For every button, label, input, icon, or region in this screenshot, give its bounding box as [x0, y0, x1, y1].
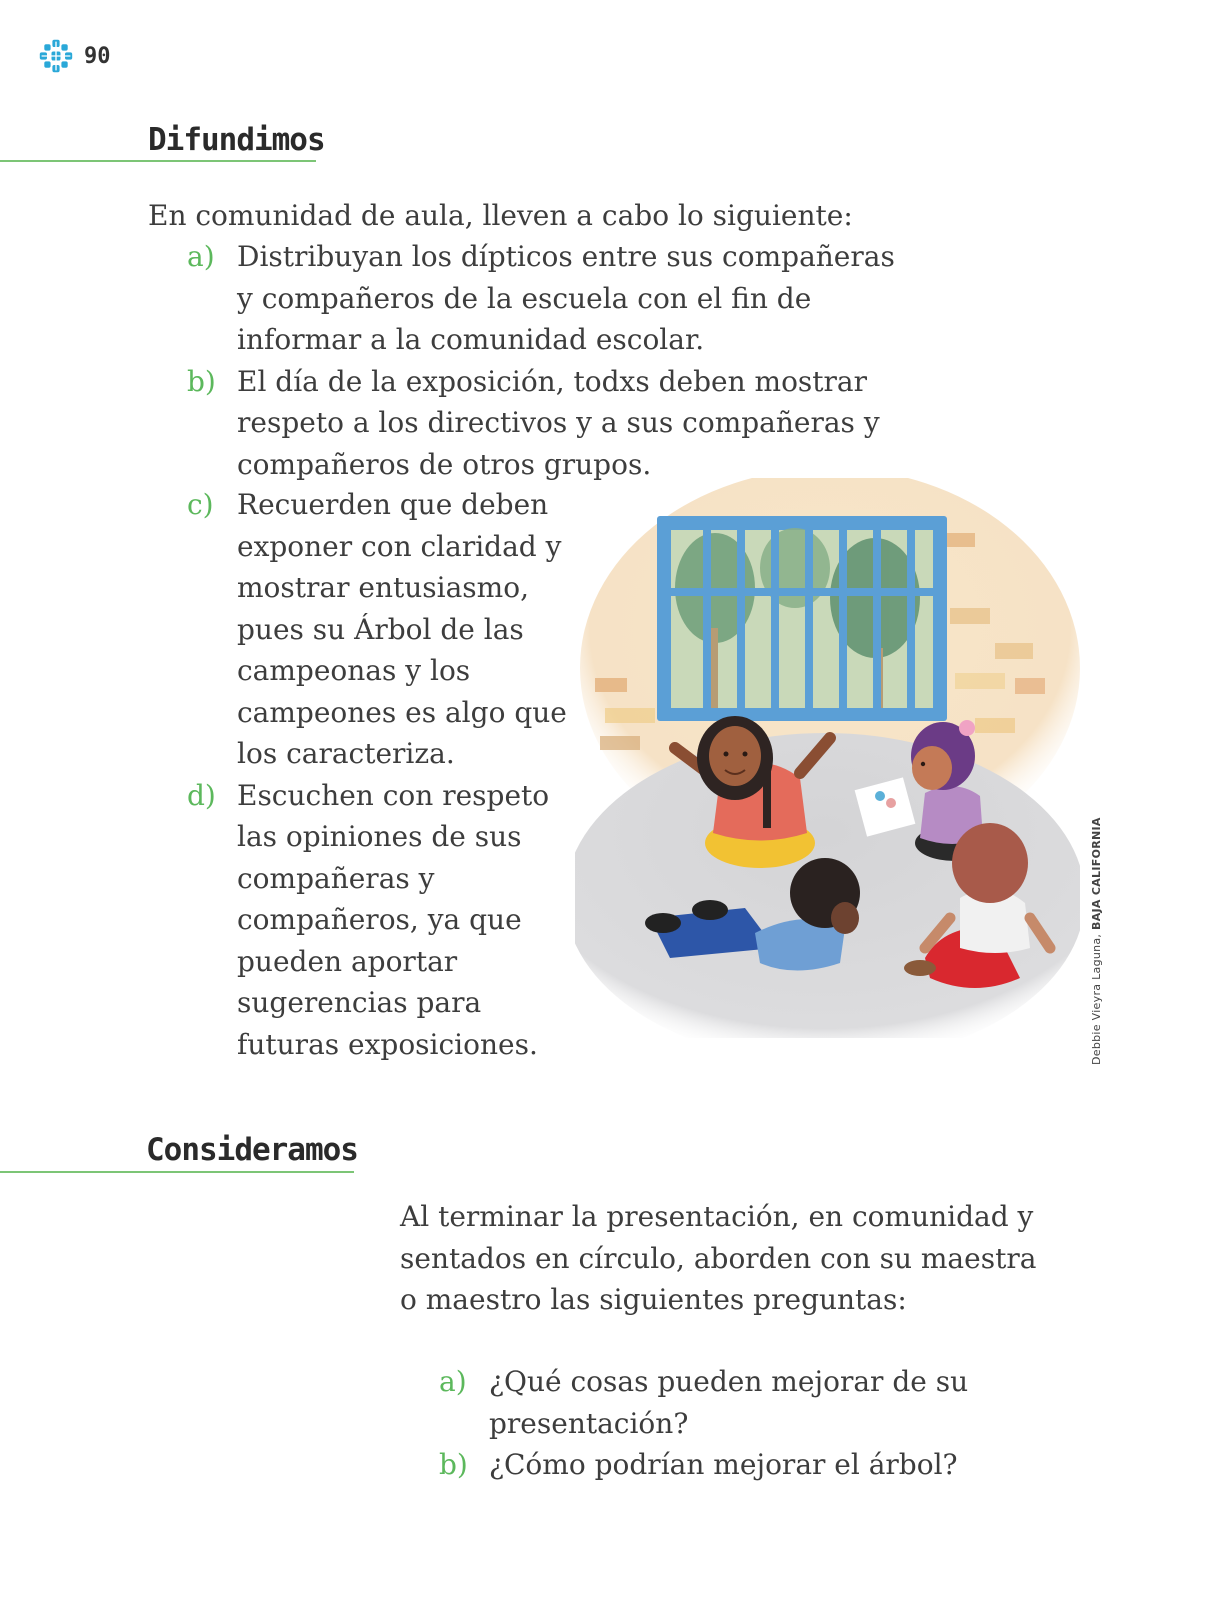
list-marker: a): [187, 240, 215, 273]
list-item-text: Distribuyan los dípticos entre sus compañeras y compañeros de la escuela con el fin de informar a la comunidad escolar.: [237, 240, 895, 356]
credit-region: BAJA CALIFORNIA: [1090, 817, 1103, 930]
list-item-text: ¿Qué cosas pueden mejorar de su presentación?: [489, 1365, 969, 1440]
section-rule: [0, 160, 316, 162]
list-marker: a): [439, 1365, 467, 1398]
list-item: [187, 361, 907, 486]
section2-intro: Al terminar la presentación, en comunidad y sentados en círculo, aborden con su maestra o maestro las siguientes preguntas:: [400, 1200, 1037, 1316]
list-item-text: Recuerden que deben exponer con claridad y mostrar entusiasmo, pues su Árbol de las campeonas y los campeones es algo que los caracteriza.: [237, 488, 567, 770]
credit-author: Debbie Vieyra Laguna,: [1090, 933, 1103, 1065]
list-item-text: Escuchen con respeto las opiniones de sus compañeras y compañeros, ya que pueden aportar sugerencias para futuras exposiciones.: [237, 778, 550, 1061]
list-item: [439, 1444, 1049, 1486]
snowflake-logo-icon: [38, 38, 74, 74]
section-title-consideramos: Consideramos: [146, 1132, 358, 1168]
list-item: [187, 236, 907, 361]
list-item-text: ¿Cómo podrían mejorar el árbol?: [489, 1448, 958, 1481]
section-rule: [0, 1171, 354, 1173]
page-number: [38, 38, 111, 74]
section-title-difundimos: Difundimos: [148, 122, 325, 158]
list-marker: c): [187, 488, 214, 521]
section2-list: [439, 1361, 1049, 1486]
list-marker: b): [439, 1448, 468, 1481]
list-marker: d): [187, 778, 216, 812]
list-marker: b): [187, 364, 216, 398]
section1-list-top: [187, 236, 907, 485]
illustration-credit: [1090, 817, 1103, 1065]
page-number-label: 90: [84, 43, 111, 69]
classroom-children-illustration: [575, 478, 1080, 1038]
list-item: [187, 775, 567, 1066]
list-item-text: El día de la exposición, todxs deben mostrar respeto a los directivos y a sus compañeras y compañeros de otros grupos.: [237, 364, 880, 481]
section1-intro: En comunidad de aula, lleven a cabo lo siguiente:: [148, 199, 853, 232]
list-item: [439, 1361, 1049, 1444]
list-item: [187, 484, 567, 775]
section1-list-narrow: [187, 484, 567, 1065]
